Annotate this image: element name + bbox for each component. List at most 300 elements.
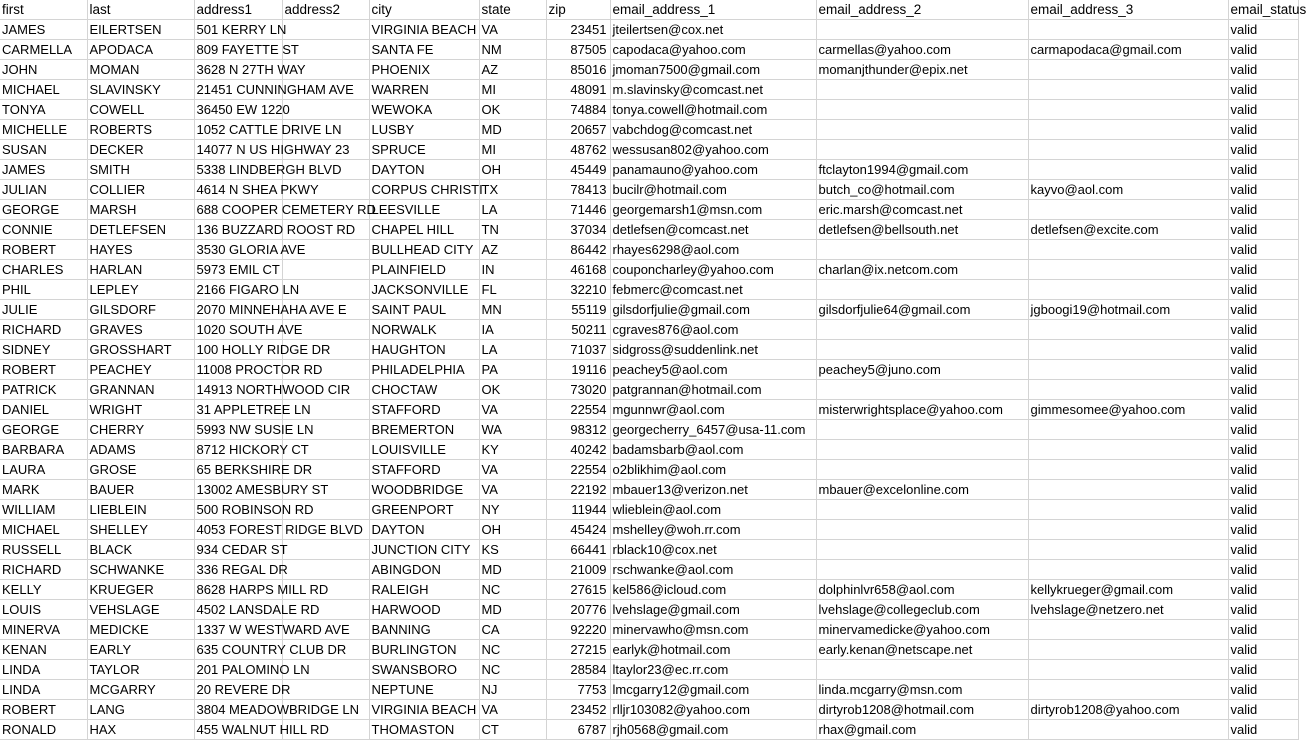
cell-email-address-1[interactable]: bucilr@hotmail.com [610,180,816,200]
cell-email-address-1[interactable]: peachey5@aol.com [610,360,816,380]
cell-email-address-3[interactable] [1028,360,1228,380]
cell-email-status[interactable]: valid [1228,60,1298,80]
cell-email-status[interactable]: valid [1228,620,1298,640]
cell-email-address-2[interactable]: ftclayton1994@gmail.com [816,160,1028,180]
cell-email-address-1[interactable]: mgunnwr@aol.com [610,400,816,420]
cell-email-address-3[interactable]: dirtyrob1208@yahoo.com [1028,700,1228,720]
cell-email-status[interactable]: valid [1228,140,1298,160]
cell-address1[interactable]: 8712 HICKORY CT [194,440,282,460]
cell-address1[interactable]: 455 WALNUT HILL RD [194,720,282,740]
cell-first[interactable]: ROBERT [0,700,87,720]
cell-email-address-3[interactable] [1028,460,1228,480]
cell-zip[interactable]: 73020 [546,380,610,400]
cell-first[interactable]: LAURA [0,460,87,480]
cell-address1[interactable]: 635 COUNTRY CLUB DR [194,640,282,660]
cell-city[interactable]: JUNCTION CITY [369,540,479,560]
cell-email-address-3[interactable]: jgboogi19@hotmail.com [1028,300,1228,320]
cell-last[interactable]: BAUER [87,480,194,500]
cell-address1[interactable]: 501 KERRY LN [194,20,282,40]
cell-email-address-1[interactable]: patgrannan@hotmail.com [610,380,816,400]
cell-last[interactable]: SHELLEY [87,520,194,540]
cell-last[interactable]: ROBERTS [87,120,194,140]
header-cell-address2[interactable]: address2 [282,0,369,20]
cell-last[interactable]: PEACHEY [87,360,194,380]
cell-first[interactable]: RUSSELL [0,540,87,560]
cell-email-status[interactable]: valid [1228,20,1298,40]
cell-email-address-3[interactable] [1028,380,1228,400]
cell-email-address-3[interactable] [1028,560,1228,580]
cell-zip[interactable]: 66441 [546,540,610,560]
cell-email-address-3[interactable] [1028,660,1228,680]
cell-email-address-1[interactable]: jmoman7500@gmail.com [610,60,816,80]
cell-email-address-1[interactable]: o2blikhim@aol.com [610,460,816,480]
cell-address1[interactable]: 5993 NW SUSIE LN [194,420,282,440]
cell-address1[interactable]: 8628 HARPS MILL RD [194,580,282,600]
cell-state[interactable]: VA [479,20,546,40]
cell-first[interactable]: JAMES [0,160,87,180]
cell-email-address-1[interactable]: mshelley@woh.rr.com [610,520,816,540]
cell-state[interactable]: VA [479,700,546,720]
cell-state[interactable]: VA [479,400,546,420]
cell-email-address-3[interactable] [1028,500,1228,520]
cell-email-address-2[interactable] [816,560,1028,580]
cell-state[interactable]: VA [479,480,546,500]
cell-city[interactable]: NEPTUNE [369,680,479,700]
cell-address1[interactable]: 136 BUZZARD ROOST RD [194,220,282,240]
cell-email-address-3[interactable] [1028,520,1228,540]
cell-email-address-3[interactable] [1028,480,1228,500]
cell-first[interactable]: MARK [0,480,87,500]
cell-zip[interactable]: 11944 [546,500,610,520]
cell-address1[interactable]: 14077 N US HIGHWAY 23 [194,140,282,160]
cell-address1[interactable]: 201 PALOMINO LN [194,660,282,680]
cell-city[interactable]: PHOENIX [369,60,479,80]
cell-city[interactable]: DAYTON [369,520,479,540]
cell-state[interactable]: LA [479,340,546,360]
cell-state[interactable]: PA [479,360,546,380]
header-cell-last[interactable]: last [87,0,194,20]
header-cell-email-address-3[interactable]: email_address_3 [1028,0,1228,20]
cell-address1[interactable]: 11008 PROCTOR RD [194,360,282,380]
cell-email-address-1[interactable]: rblack10@cox.net [610,540,816,560]
cell-email-status[interactable]: valid [1228,380,1298,400]
cell-email-status[interactable]: valid [1228,260,1298,280]
cell-email-address-2[interactable] [816,280,1028,300]
cell-state[interactable]: KS [479,540,546,560]
cell-city[interactable]: BURLINGTON [369,640,479,660]
cell-state[interactable]: MD [479,120,546,140]
cell-email-address-2[interactable]: butch_co@hotmail.com [816,180,1028,200]
cell-first[interactable]: BARBARA [0,440,87,460]
cell-email-address-3[interactable] [1028,540,1228,560]
cell-first[interactable]: KELLY [0,580,87,600]
cell-email-address-3[interactable] [1028,140,1228,160]
cell-email-status[interactable]: valid [1228,360,1298,380]
cell-last[interactable]: BLACK [87,540,194,560]
cell-first[interactable]: SUSAN [0,140,87,160]
cell-state[interactable]: OK [479,380,546,400]
cell-first[interactable]: RONALD [0,720,87,740]
cell-zip[interactable]: 22554 [546,460,610,480]
cell-email-address-2[interactable] [816,320,1028,340]
cell-city[interactable]: STAFFORD [369,460,479,480]
cell-city[interactable]: CHAPEL HILL [369,220,479,240]
cell-email-address-1[interactable]: capodaca@yahoo.com [610,40,816,60]
cell-email-address-2[interactable] [816,440,1028,460]
cell-last[interactable]: KRUEGER [87,580,194,600]
cell-state[interactable]: WA [479,420,546,440]
cell-last[interactable]: MEDICKE [87,620,194,640]
cell-first[interactable]: RICHARD [0,560,87,580]
cell-email-status[interactable]: valid [1228,640,1298,660]
cell-state[interactable]: IA [479,320,546,340]
cell-last[interactable]: DECKER [87,140,194,160]
cell-first[interactable]: JOHN [0,60,87,80]
cell-email-address-3[interactable] [1028,120,1228,140]
cell-last[interactable]: EILERTSEN [87,20,194,40]
cell-zip[interactable]: 21009 [546,560,610,580]
cell-email-status[interactable]: valid [1228,300,1298,320]
cell-email-address-2[interactable] [816,120,1028,140]
cell-email-status[interactable]: valid [1228,40,1298,60]
cell-first[interactable]: ROBERT [0,360,87,380]
cell-last[interactable]: APODACA [87,40,194,60]
cell-email-address-1[interactable]: couponcharley@yahoo.com [610,260,816,280]
cell-city[interactable]: VIRGINIA BEACH [369,20,479,40]
cell-email-address-2[interactable]: peachey5@juno.com [816,360,1028,380]
cell-zip[interactable]: 37034 [546,220,610,240]
cell-state[interactable]: OH [479,160,546,180]
cell-email-status[interactable]: valid [1228,560,1298,580]
cell-last[interactable]: LIEBLEIN [87,500,194,520]
cell-last[interactable]: SCHWANKE [87,560,194,580]
cell-first[interactable]: LINDA [0,680,87,700]
cell-email-address-3[interactable] [1028,340,1228,360]
cell-email-address-3[interactable] [1028,720,1228,740]
cell-first[interactable]: JAMES [0,20,87,40]
cell-zip[interactable]: 48091 [546,80,610,100]
cell-email-address-3[interactable]: kellykrueger@gmail.com [1028,580,1228,600]
cell-city[interactable]: CORPUS CHRISTI [369,180,479,200]
cell-email-address-2[interactable]: linda.mcgarry@msn.com [816,680,1028,700]
cell-last[interactable]: GRAVES [87,320,194,340]
cell-email-status[interactable]: valid [1228,240,1298,260]
cell-zip[interactable]: 20776 [546,600,610,620]
cell-city[interactable]: SPRUCE [369,140,479,160]
cell-email-address-2[interactable]: eric.marsh@comcast.net [816,200,1028,220]
header-cell-city[interactable]: city [369,0,479,20]
cell-email-address-1[interactable]: ltaylor23@ec.rr.com [610,660,816,680]
cell-zip[interactable]: 22192 [546,480,610,500]
cell-last[interactable]: TAYLOR [87,660,194,680]
cell-email-address-2[interactable] [816,100,1028,120]
cell-state[interactable]: TX [479,180,546,200]
cell-last[interactable]: GROSSHART [87,340,194,360]
cell-state[interactable]: FL [479,280,546,300]
cell-city[interactable]: SANTA FE [369,40,479,60]
cell-address1[interactable]: 21451 CUNNINGHAM AVE [194,80,282,100]
cell-email-status[interactable]: valid [1228,80,1298,100]
cell-city[interactable]: DAYTON [369,160,479,180]
cell-city[interactable]: PHILADELPHIA [369,360,479,380]
cell-email-status[interactable]: valid [1228,180,1298,200]
cell-last[interactable]: COWELL [87,100,194,120]
cell-email-address-2[interactable]: mbauer@excelonline.com [816,480,1028,500]
cell-email-status[interactable]: valid [1228,480,1298,500]
cell-email-address-3[interactable] [1028,200,1228,220]
cell-state[interactable]: VA [479,460,546,480]
cell-zip[interactable]: 27615 [546,580,610,600]
cell-email-address-1[interactable]: mbauer13@verizon.net [610,480,816,500]
cell-email-address-3[interactable]: lvehslage@netzero.net [1028,600,1228,620]
header-cell-email-status[interactable]: email_status [1228,0,1298,20]
cell-email-address-3[interactable] [1028,680,1228,700]
header-cell-address1[interactable]: address1 [194,0,282,20]
cell-state[interactable]: NC [479,580,546,600]
cell-email-status[interactable]: valid [1228,600,1298,620]
cell-state[interactable]: OH [479,520,546,540]
cell-email-address-2[interactable]: carmellas@yahoo.com [816,40,1028,60]
cell-first[interactable]: RICHARD [0,320,87,340]
cell-zip[interactable]: 55119 [546,300,610,320]
cell-email-address-1[interactable]: cgraves876@aol.com [610,320,816,340]
cell-address2[interactable] [282,540,369,560]
cell-address1[interactable]: 500 ROBINSON RD [194,500,282,520]
cell-state[interactable]: MI [479,140,546,160]
cell-email-address-3[interactable] [1028,280,1228,300]
header-cell-email-address-2[interactable]: email_address_2 [816,0,1028,20]
header-cell-email-address-1[interactable]: email_address_1 [610,0,816,20]
cell-email-status[interactable]: valid [1228,440,1298,460]
cell-first[interactable]: LOUIS [0,600,87,620]
cell-last[interactable]: HAYES [87,240,194,260]
cell-city[interactable]: WOODBRIDGE [369,480,479,500]
cell-first[interactable]: PATRICK [0,380,87,400]
cell-city[interactable]: ABINGDON [369,560,479,580]
cell-first[interactable]: WILLIAM [0,500,87,520]
cell-zip[interactable]: 32210 [546,280,610,300]
cell-email-address-2[interactable] [816,380,1028,400]
cell-email-address-2[interactable] [816,20,1028,40]
cell-first[interactable]: GEORGE [0,420,87,440]
cell-zip[interactable]: 71446 [546,200,610,220]
cell-last[interactable]: SLAVINSKY [87,80,194,100]
cell-last[interactable]: MCGARRY [87,680,194,700]
cell-email-address-3[interactable] [1028,100,1228,120]
cell-state[interactable]: NJ [479,680,546,700]
cell-address1[interactable]: 3628 N 27TH WAY [194,60,282,80]
cell-city[interactable]: LUSBY [369,120,479,140]
cell-email-status[interactable]: valid [1228,720,1298,740]
cell-last[interactable]: LANG [87,700,194,720]
cell-email-status[interactable]: valid [1228,400,1298,420]
cell-email-address-3[interactable] [1028,240,1228,260]
cell-address1[interactable]: 65 BERKSHIRE DR [194,460,282,480]
cell-email-address-1[interactable]: georgemarsh1@msn.com [610,200,816,220]
cell-state[interactable]: NY [479,500,546,520]
cell-email-address-2[interactable]: minervamedicke@yahoo.com [816,620,1028,640]
cell-email-address-2[interactable] [816,500,1028,520]
cell-email-address-1[interactable]: vabchdog@comcast.net [610,120,816,140]
cell-email-address-1[interactable]: minervawho@msn.com [610,620,816,640]
cell-zip[interactable]: 45424 [546,520,610,540]
cell-zip[interactable]: 23452 [546,700,610,720]
cell-city[interactable]: CHOCTAW [369,380,479,400]
cell-address1[interactable]: 14913 NORTHWOOD CIR [194,380,282,400]
cell-city[interactable]: LOUISVILLE [369,440,479,460]
cell-state[interactable]: MI [479,80,546,100]
cell-email-address-2[interactable] [816,240,1028,260]
cell-address1[interactable]: 13002 AMESBURY ST [194,480,282,500]
cell-address1[interactable]: 100 HOLLY RIDGE DR [194,340,282,360]
cell-email-status[interactable]: valid [1228,160,1298,180]
cell-email-status[interactable]: valid [1228,120,1298,140]
cell-zip[interactable]: 86442 [546,240,610,260]
cell-city[interactable]: SAINT PAUL [369,300,479,320]
cell-address1[interactable]: 1337 W WESTWARD AVE [194,620,282,640]
cell-address1[interactable]: 1020 SOUTH AVE [194,320,282,340]
cell-address1[interactable]: 934 CEDAR ST [194,540,282,560]
cell-zip[interactable]: 46168 [546,260,610,280]
cell-last[interactable]: EARLY [87,640,194,660]
cell-email-address-2[interactable]: misterwrightsplace@yahoo.com [816,400,1028,420]
cell-address1[interactable]: 4614 N SHEA PKWY [194,180,282,200]
cell-email-address-1[interactable]: rjh0568@gmail.com [610,720,816,740]
cell-state[interactable]: TN [479,220,546,240]
cell-email-address-2[interactable]: lvehslage@collegeclub.com [816,600,1028,620]
cell-email-address-1[interactable]: lmcgarry12@gmail.com [610,680,816,700]
cell-last[interactable]: SMITH [87,160,194,180]
cell-state[interactable]: CT [479,720,546,740]
cell-email-address-2[interactable]: momanjthunder@epix.net [816,60,1028,80]
cell-last[interactable]: ADAMS [87,440,194,460]
cell-zip[interactable]: 98312 [546,420,610,440]
cell-first[interactable]: LINDA [0,660,87,680]
cell-email-address-2[interactable]: dolphinlvr658@aol.com [816,580,1028,600]
cell-email-address-1[interactable]: tonya.cowell@hotmail.com [610,100,816,120]
cell-email-address-2[interactable] [816,420,1028,440]
cell-city[interactable]: THOMASTON [369,720,479,740]
cell-address1[interactable]: 1052 CATTLE DRIVE LN [194,120,282,140]
cell-state[interactable]: LA [479,200,546,220]
cell-email-status[interactable]: valid [1228,540,1298,560]
cell-zip[interactable]: 6787 [546,720,610,740]
cell-address1[interactable]: 36450 EW 1220 [194,100,282,120]
cell-email-address-2[interactable]: gilsdorfjulie64@gmail.com [816,300,1028,320]
cell-zip[interactable]: 48762 [546,140,610,160]
cell-email-address-1[interactable]: febmerc@comcast.net [610,280,816,300]
cell-email-address-3[interactable] [1028,320,1228,340]
cell-zip[interactable]: 74884 [546,100,610,120]
cell-email-address-2[interactable] [816,460,1028,480]
cell-first[interactable]: MINERVA [0,620,87,640]
cell-last[interactable]: CHERRY [87,420,194,440]
cell-city[interactable]: WEWOKA [369,100,479,120]
cell-email-address-1[interactable]: sidgross@suddenlink.net [610,340,816,360]
cell-city[interactable]: NORWALK [369,320,479,340]
cell-state[interactable]: CA [479,620,546,640]
cell-email-address-1[interactable]: panamauno@yahoo.com [610,160,816,180]
cell-zip[interactable]: 40242 [546,440,610,460]
cell-address2[interactable] [282,680,369,700]
cell-last[interactable]: VEHSLAGE [87,600,194,620]
cell-city[interactable]: WARREN [369,80,479,100]
cell-email-address-3[interactable]: kayvo@aol.com [1028,180,1228,200]
cell-last[interactable]: LEPLEY [87,280,194,300]
cell-address2[interactable] [282,560,369,580]
cell-email-address-1[interactable]: badamsbarb@aol.com [610,440,816,460]
cell-address1[interactable]: 3804 MEADOWBRIDGE LN [194,700,282,720]
cell-city[interactable]: HAUGHTON [369,340,479,360]
cell-email-address-1[interactable]: earlyk@hotmail.com [610,640,816,660]
cell-email-address-3[interactable]: carmapodaca@gmail.com [1028,40,1228,60]
cell-zip[interactable]: 78413 [546,180,610,200]
cell-email-address-3[interactable] [1028,80,1228,100]
cell-email-status[interactable]: valid [1228,280,1298,300]
cell-zip[interactable]: 87505 [546,40,610,60]
cell-address1[interactable]: 5338 LINDBERGH BLVD [194,160,282,180]
cell-state[interactable]: IN [479,260,546,280]
cell-last[interactable]: HARLAN [87,260,194,280]
cell-email-address-3[interactable] [1028,60,1228,80]
cell-email-status[interactable]: valid [1228,420,1298,440]
cell-first[interactable]: ROBERT [0,240,87,260]
cell-state[interactable]: NM [479,40,546,60]
cell-email-address-3[interactable] [1028,640,1228,660]
cell-address1[interactable]: 2070 MINNEHAHA AVE E [194,300,282,320]
cell-first[interactable]: KENAN [0,640,87,660]
cell-email-address-1[interactable]: kel586@icloud.com [610,580,816,600]
cell-zip[interactable]: 23451 [546,20,610,40]
cell-email-address-1[interactable]: lvehslage@gmail.com [610,600,816,620]
cell-email-address-2[interactable] [816,340,1028,360]
cell-last[interactable]: HAX [87,720,194,740]
cell-address1[interactable]: 336 REGAL DR [194,560,282,580]
cell-first[interactable]: MICHELLE [0,120,87,140]
header-cell-state[interactable]: state [479,0,546,20]
cell-state[interactable]: AZ [479,240,546,260]
cell-address2[interactable] [282,20,369,40]
cell-email-status[interactable]: valid [1228,700,1298,720]
cell-email-status[interactable]: valid [1228,680,1298,700]
cell-first[interactable]: GEORGE [0,200,87,220]
cell-last[interactable]: MARSH [87,200,194,220]
cell-zip[interactable]: 50211 [546,320,610,340]
cell-city[interactable]: BANNING [369,620,479,640]
cell-email-address-2[interactable]: charlan@ix.netcom.com [816,260,1028,280]
cell-email-address-3[interactable]: detlefsen@excite.com [1028,220,1228,240]
cell-email-address-2[interactable] [816,80,1028,100]
cell-zip[interactable]: 45449 [546,160,610,180]
cell-email-address-2[interactable] [816,520,1028,540]
cell-city[interactable]: JACKSONVILLE [369,280,479,300]
cell-email-address-3[interactable] [1028,20,1228,40]
cell-address2[interactable] [282,100,369,120]
cell-state[interactable]: KY [479,440,546,460]
cell-last[interactable]: COLLIER [87,180,194,200]
cell-email-address-3[interactable]: gimmesomee@yahoo.com [1028,400,1228,420]
cell-email-status[interactable]: valid [1228,500,1298,520]
cell-state[interactable]: MD [479,560,546,580]
cell-email-address-2[interactable]: dirtyrob1208@hotmail.com [816,700,1028,720]
cell-first[interactable]: CHARLES [0,260,87,280]
cell-city[interactable]: BREMERTON [369,420,479,440]
cell-email-status[interactable]: valid [1228,520,1298,540]
cell-address1[interactable]: 5973 EMIL CT [194,260,282,280]
cell-email-address-1[interactable]: rlljr103082@yahoo.com [610,700,816,720]
cell-address2[interactable] [282,260,369,280]
cell-email-address-1[interactable]: m.slavinsky@comcast.net [610,80,816,100]
